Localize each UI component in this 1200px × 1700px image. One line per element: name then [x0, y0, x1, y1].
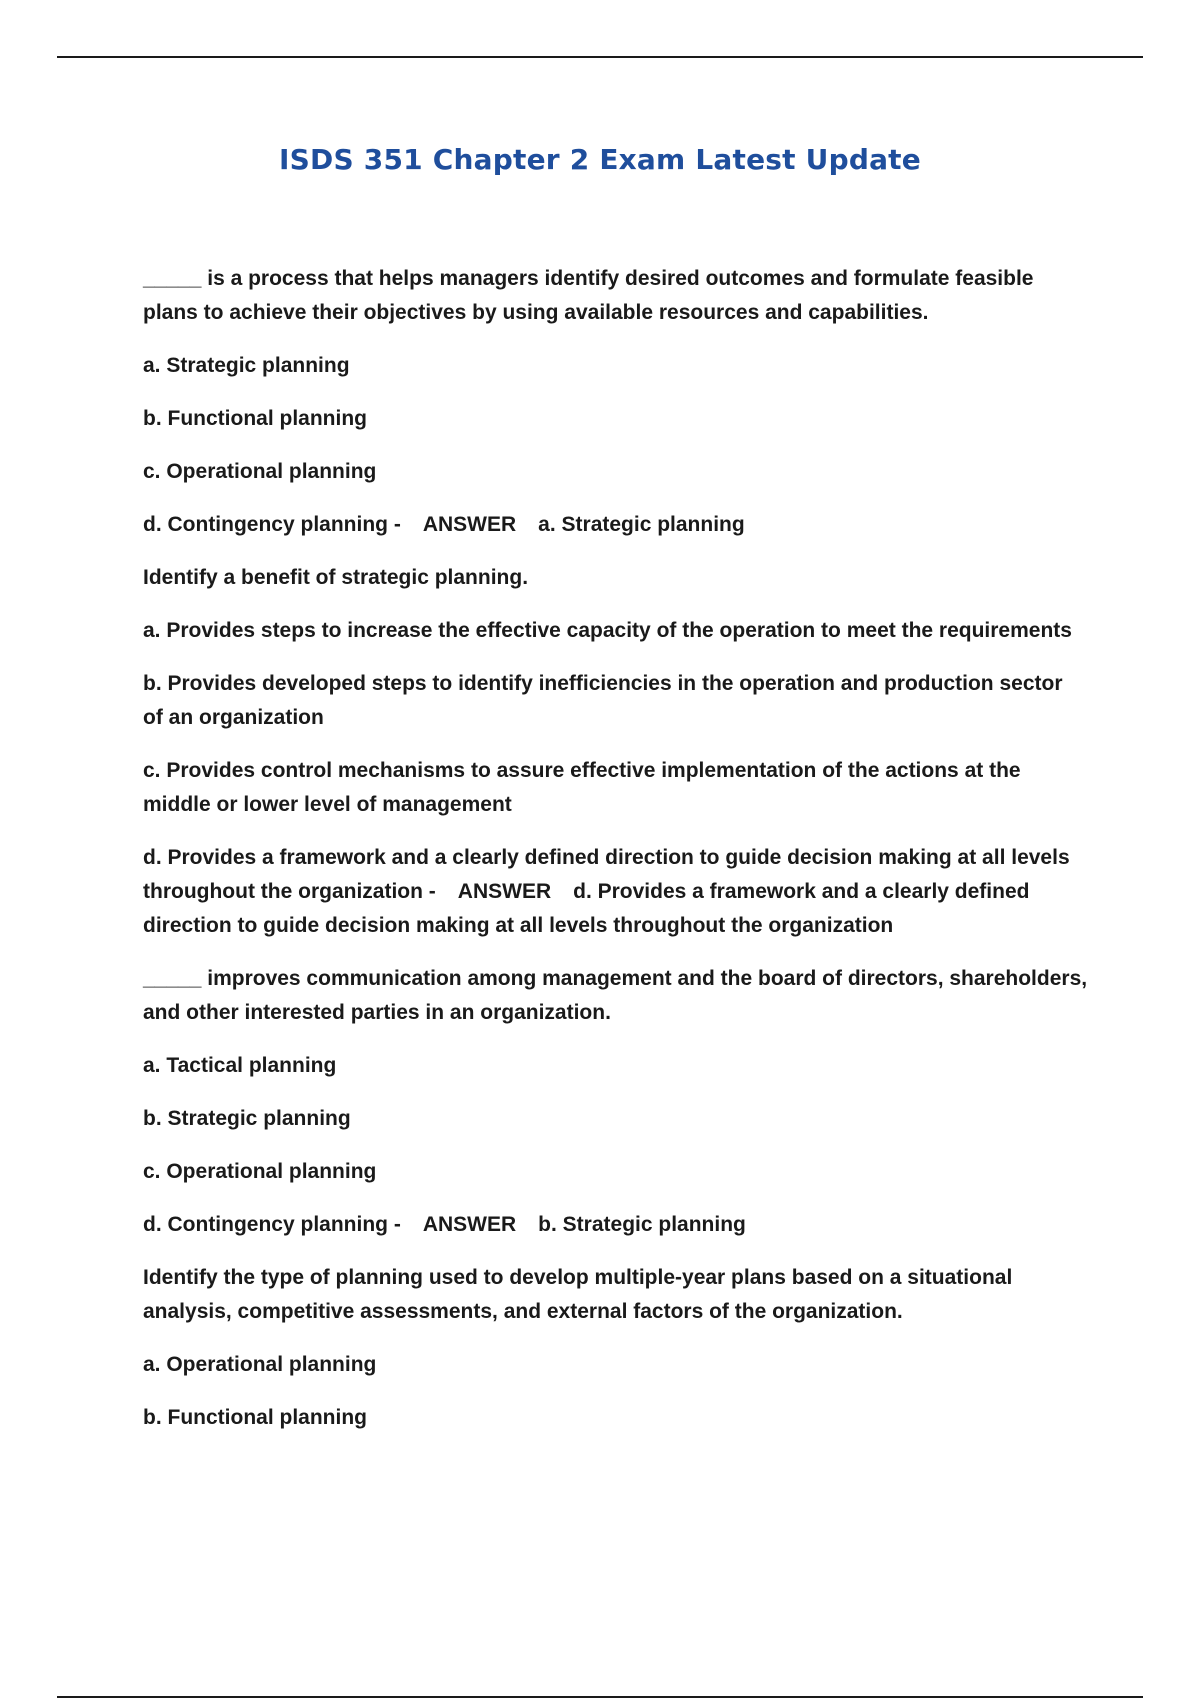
answer-label: ANSWER	[457, 880, 552, 903]
question-option: b. Strategic planning	[143, 1107, 351, 1130]
question-option: a. Provides steps to increase the effective capacity of the operation to meet the requirements	[143, 619, 1072, 642]
question-option: b. Functional planning	[143, 407, 367, 430]
answer-text: b. Strategic planning	[538, 1213, 746, 1236]
answer-text: a. Strategic planning	[538, 513, 745, 536]
question-option: b. Functional planning	[143, 1406, 367, 1429]
question-option: b. Provides developed steps to identify inefficiencies in the operation and production sector of an organization	[143, 672, 1063, 729]
document-body	[143, 262, 1088, 1454]
question-stem: Identify a benefit of strategic planning.	[143, 566, 529, 589]
question-option: a. Tactical planning	[143, 1054, 337, 1077]
question-option: d. Contingency planning -	[143, 513, 401, 536]
question-stem: _____ is a process that helps managers identify desired outcomes and formulate feasible plans to achieve their objectives by using available resources and capabilities.	[143, 267, 1034, 324]
bottom-rule	[57, 1696, 1143, 1698]
question-option: d. Provides a framework and a clearly defined direction to guide decision making at all levels throughout the organization -	[143, 846, 1070, 903]
top-rule	[57, 56, 1143, 58]
question-option: c. Provides control mechanisms to assure effective implementation of the actions at the middle or lower level of management	[143, 759, 1021, 816]
question-option-with-answer	[143, 841, 1088, 943]
answer-text: d. Provides a framework and a clearly defined direction to guide decision making at all levels throughout the organization	[143, 880, 1030, 937]
question-option: c. Operational planning	[143, 460, 377, 483]
answer-label: ANSWER	[422, 513, 517, 536]
answer-label: ANSWER	[422, 1213, 517, 1236]
question-stem: Identify the type of planning used to develop multiple-year plans based on a situational analysis, competitive assessments, and external factors of the organization.	[143, 1266, 1013, 1323]
question-stem: _____ improves communication among management and the board of directors, shareholders, and other interested parties in an organization.	[143, 967, 1088, 1024]
document-title: ISDS 351 Chapter 2 Exam Latest Update	[279, 143, 921, 176]
question-option: d. Contingency planning -	[143, 1213, 401, 1236]
question-option: a. Operational planning	[143, 1353, 377, 1376]
question-option-with-answer	[143, 508, 1088, 542]
question-option-with-answer	[143, 1208, 1088, 1242]
question-option: c. Operational planning	[143, 1160, 377, 1183]
question-option: a. Strategic planning	[143, 354, 350, 377]
